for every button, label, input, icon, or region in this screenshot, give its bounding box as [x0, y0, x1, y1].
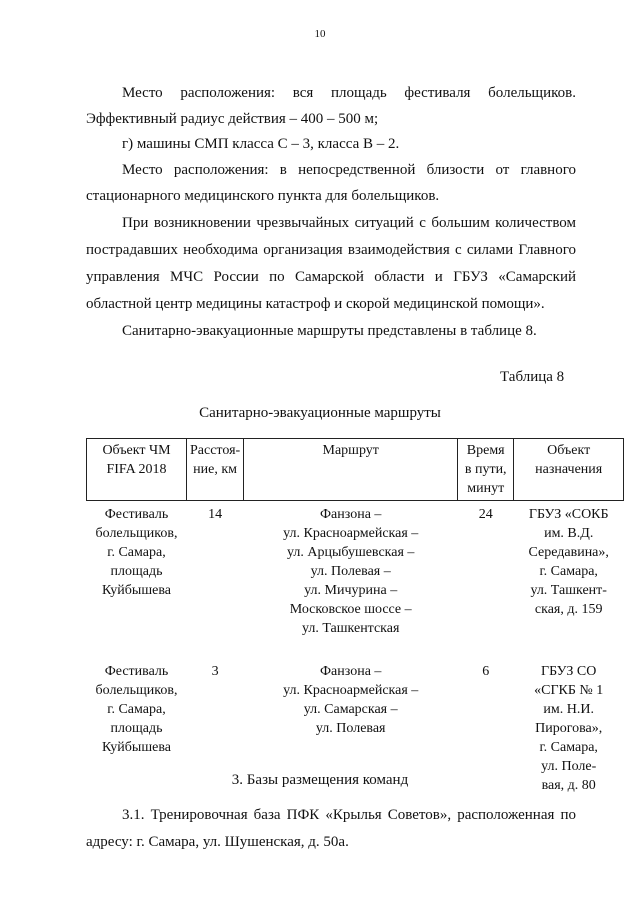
table-title: Санитарно-эвакуационные маршруты: [199, 405, 441, 421]
cell-time: 24: [478, 507, 493, 522]
paragraph-line: г) машины СМП класса С – 3, класса В – 2.: [122, 136, 400, 152]
paragraph-line: Место расположения: вся площадь фестиваля болельщиков.: [122, 85, 576, 101]
cell-route: Фанзона – ул. Красноармейская – ул. Арцыбушевская – ул. Полевая – ул. Мичурина – Московское шоссе – ул. Ташкентская: [283, 507, 419, 636]
paragraph-line: стационарного медицинского пункта для болельщиков.: [86, 188, 440, 204]
cell-time: 6: [482, 664, 490, 679]
paragraph-line: пострадавших необходима организация взаимодействия с силами Главного: [86, 242, 576, 258]
paragraph-line: адресу: г. Самара, ул. Шушенская, д. 50а.: [86, 834, 349, 850]
cell-distance: 3: [211, 664, 219, 679]
header-time: Время в пути, минут: [458, 439, 514, 501]
paragraph-line: управления МЧС России по Самарской области и ГБУЗ «Самарский: [86, 269, 576, 285]
table-header-row: [87, 439, 624, 501]
table-row: [87, 501, 624, 641]
page-number: 10: [314, 28, 326, 40]
paragraph-line: 3.1. Тренировочная база ПФК «Крылья Советов», расположенная по: [122, 807, 576, 823]
paragraph-line: Место расположения: в непосредственной близости от главного: [122, 162, 576, 178]
paragraph-line: Эффективный радиус действия – 400 – 500 м;: [86, 111, 379, 127]
routes-table: [86, 438, 624, 797]
table-label: Таблица 8: [500, 369, 565, 385]
cell-object: Фестиваль болельщиков, г. Самара, площадь Куйбышева: [95, 507, 178, 598]
cell-destination: ГБУЗ СО «СГКБ № 1 им. Н.И. Пирогова», г. Самара, ул. Поле- вая, д. 80: [534, 664, 604, 793]
paragraph-line: Санитарно-эвакуационные маршруты представлены в таблице 8.: [122, 323, 537, 339]
cell-route: Фанзона – ул. Красноармейская – ул. Самарская – ул. Полевая: [283, 664, 419, 736]
header-distance: Расстоя- ние, км: [187, 439, 244, 501]
cell-destination: ГБУЗ «СОКБ им. В.Д. Середавина», г. Самара, ул. Ташкент- ская, д. 159: [528, 507, 609, 617]
paragraph-line: При возникновении чрезвычайных ситуаций с большим количеством: [122, 215, 576, 231]
header-destination: Объект назначения: [514, 439, 624, 501]
cell-distance: 14: [208, 507, 223, 522]
header-route: Маршрут: [244, 439, 458, 501]
paragraph-line: областной центр медицины катастроф и скорой медицинской помощи».: [86, 296, 545, 312]
cell-object: Фестиваль болельщиков, г. Самара, площадь Куйбышева: [95, 664, 178, 755]
section-heading: 3. Базы размещения команд: [231, 772, 409, 788]
header-object: Объект ЧМ FIFA 2018: [87, 439, 187, 501]
